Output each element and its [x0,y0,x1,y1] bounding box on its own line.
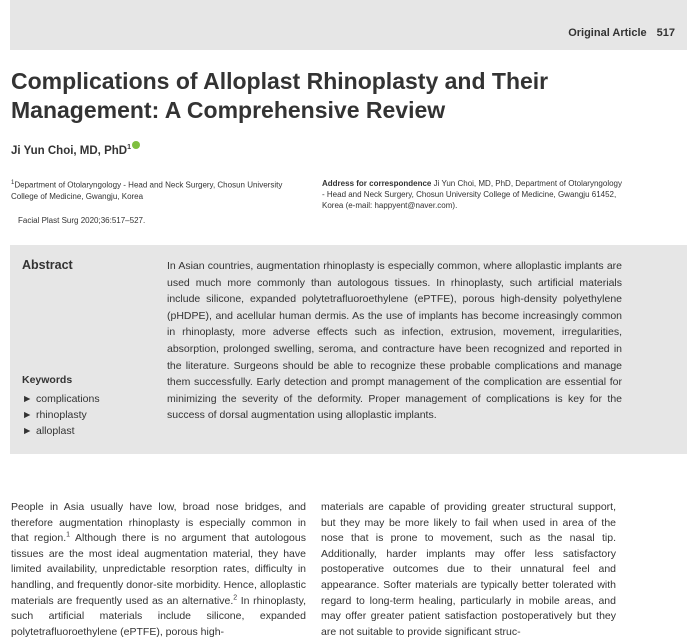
bullet-arrow-icon: ► [22,409,33,421]
page-number: 517 [656,27,675,39]
author-name: Ji Yun Choi, MD, PhD [11,144,128,157]
affiliation-mark: 1 [11,180,15,186]
abstract-heading: Abstract [22,258,73,272]
author-affil-mark: 1 [127,144,131,151]
affiliation [11,178,311,202]
keywords-list [22,391,100,439]
correspondence [322,178,622,211]
citation: Facial Plast Surg 2020;36:517–527. [18,216,146,225]
article-type-label: Original Article [568,27,647,39]
correspondence-text: Ji Yun Choi, MD, PhD, Department of Otolaryngology - Head and Neck Surgery, Chosun University College of Medicine, Gwangju 61452, Korea (e-mail: happyent@naver.com). [322,179,622,210]
correspondence-label: Address for correspondence [322,179,432,188]
abstract-box [10,245,687,454]
bullet-arrow-icon: ► [22,393,33,405]
abstract-text: In Asian countries, augmentation rhinoplasty is especially common, where alloplastic implants are used much more commonly than autologous tissues. In rhinoplasty, such artificial materials include silicone, expanded polytetrafluoroethylene (ePTFE), porous high-density polyethylene (pHDPE), and acellular human dermis. As the use of implants has become increasingly common in rhinoplasty, more adverse effects such as infection, extrusion, movement, irregularities, absorption, prolonged swelling, seroma, and contracture have been recognized and reported in the literature. Surgeons should be able to recognize these probable complications and manage them successfully. Early detection and prompt management of the complication are essential for minimizing the severity of the deformity. Proper management of complications is key for the success of dorsal augmentation using alloplastic implants. [167,260,622,422]
keyword-item[interactable]: ► rhinoplasty [22,409,87,421]
keywords-heading: Keywords [22,374,73,386]
reference-2[interactable]: 2 [233,594,238,602]
affiliation-text: Department of Otolaryngology - Head and Neck Surgery, Chosun University College of Medicine, Gwangju, Korea [11,180,283,201]
bullet-arrow-icon: ► [22,425,33,437]
keyword-item[interactable]: ► complications [22,393,100,405]
reference-1[interactable]: 1 [66,531,71,539]
body-column-right: materials are capable of providing greater structural support, but they may be more likely to fail when used in area of the nose that is prone to movement, such as the nasal tip. Additionally, harder implants may offer less satisfactory postoperative outcomes due to their unnatural feel and appearance. Softer materials are typically better tolerated with regard to long-term healing, particularly in mobile areas, and may offer greater patient satisfaction postoperatively but they are not suitable to provide significant struc- [321,501,616,638]
header-text [568,27,675,39]
author-line [11,141,140,157]
body-column-left: People in Asia usually have low, broad nose bridges, and therefore augmentation rhinoplasty is especially common in that region.$^1$ Although there is no argument that autologous tissues are the most ideal augmentation material, they have limited availability, unpredictable resorption rates, difficulty in handling, and frequently donor-site morbidity. Hence, alloplastic materials are frequently used as an alternative.$^2$ In rhinoplasty, such artificial materials include silicone, expanded polytetrafluoroethylene (ePTFE), porous high- [11,501,306,638]
orcid-icon[interactable] [132,141,140,149]
article-title: Complications of Alloplast Rhinoplasty and Their Management: A Comprehensive Review [11,68,549,123]
keyword-item[interactable]: ► alloplast [22,425,75,437]
journal-header-bar [10,0,687,50]
